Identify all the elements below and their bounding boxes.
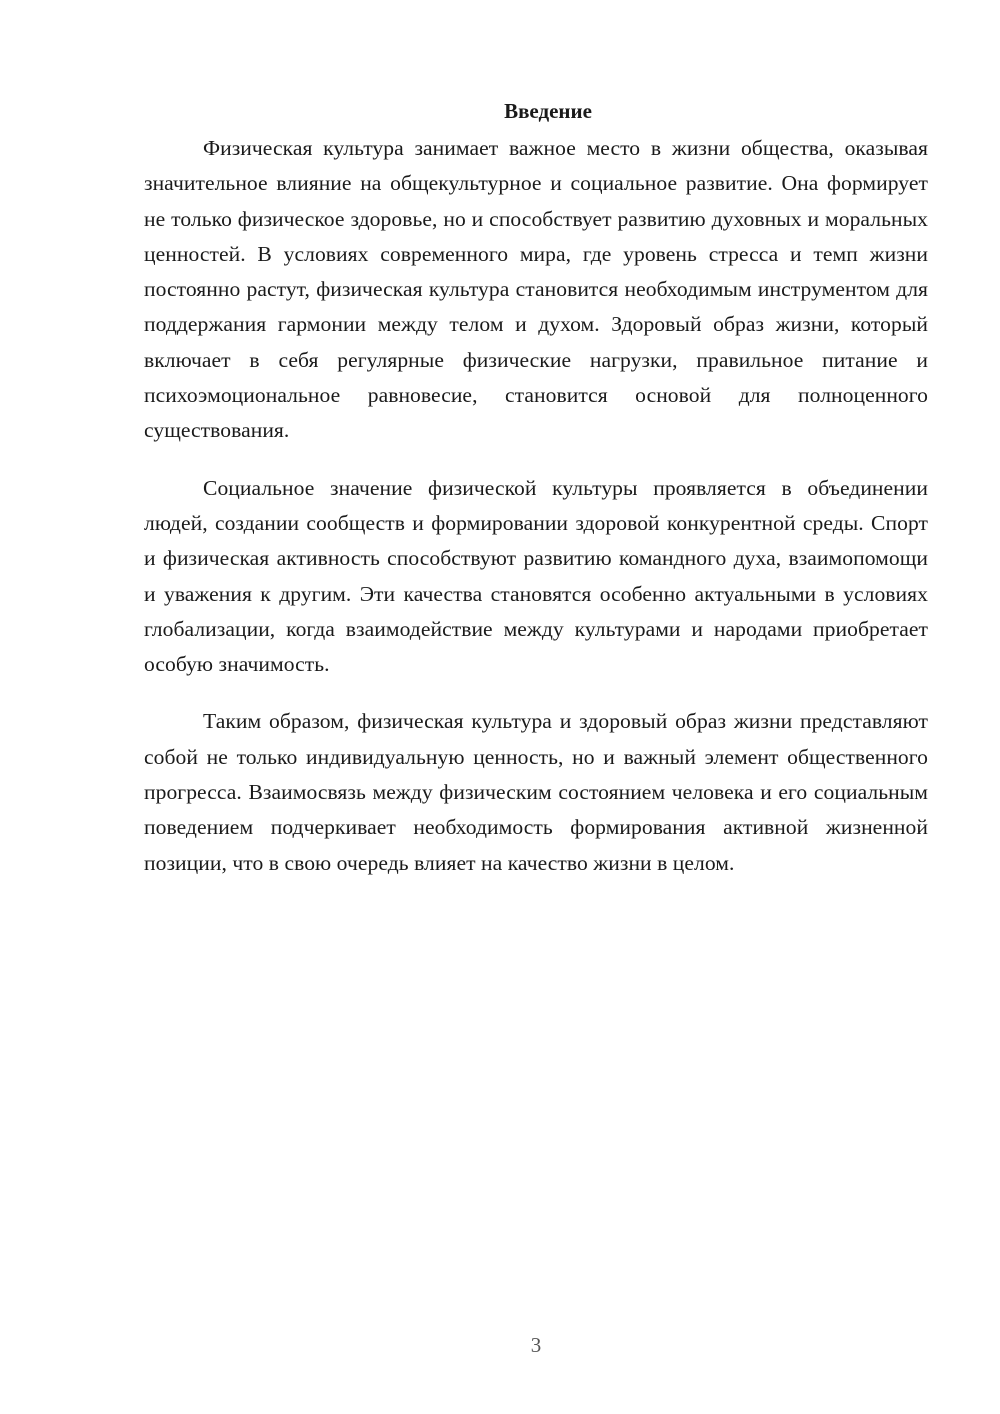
- paragraph-1: Физическая культура занимает важное место в жизни общества, оказывая значительное влияние на общекультурное и социальное развитие. Она формирует не только физическое здоровье, но и способствует развитию духовных и моральных ценностей. В условиях современного мира, где уровень стресса и темп жизни постоянно растут, физическая культура становится необходимым инструментом для поддержания гармонии между телом и духом. Здоровый образ жизни, который включает в себя регулярные физические нагрузки, правильное питание и психоэмоциональное равновесие, становится основой для полноценного существования.: [144, 136, 928, 443]
- paragraph-3: Таким образом, физическая культура и здоровый образ жизни представляют собой не только индивидуальную ценность, но и важный элемент общественного прогресса. Взаимосвязь между физическим состоянием человека и его социальным поведением подчеркивает необходимость формирования активной жизненной позиции, что в свою очередь влияет на качество жизни в целом.: [144, 709, 928, 875]
- paragraph-2: Социальное значение физической культуры проявляется в объединении людей, создании сообществ и формировании здоровой конкурентной среды. Спорт и физическая активность способствуют развитию командного духа, взаимопомощи и уважения к другим. Эти качества становятся особенно актуальными в условиях глобализации, когда взаимодействие между культурами и народами приобретает особую значимость.: [144, 475, 928, 677]
- section-title: Введение: [504, 99, 592, 123]
- page-number: 3: [530, 1333, 542, 1357]
- page-content: [144, 92, 928, 903]
